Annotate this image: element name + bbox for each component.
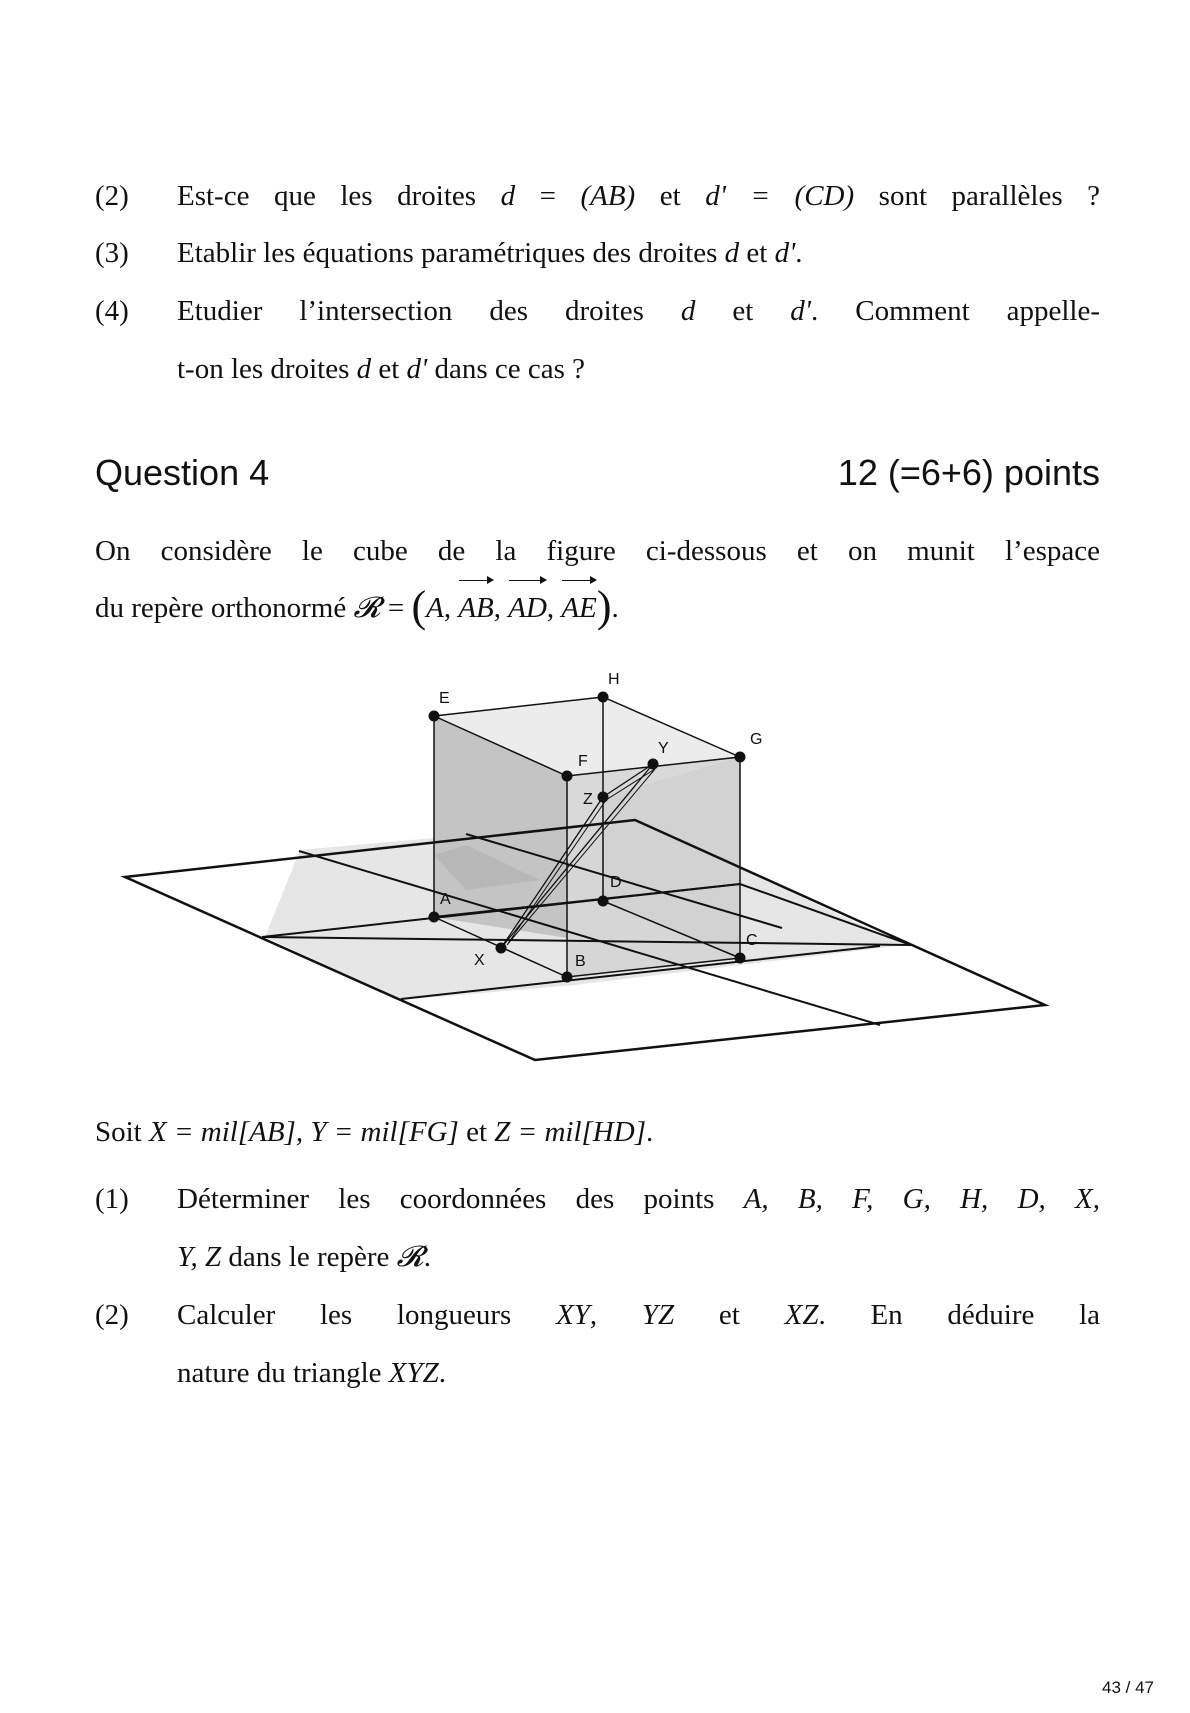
- label-a: A: [440, 891, 451, 908]
- item-number: (1): [95, 1183, 129, 1215]
- item-text: Etudier l’intersection des droites d et d'. Comment appelle- t-on les droites d et d' dans ce cas ?: [177, 295, 1100, 385]
- question-points: 12 (=6+6) points: [837, 452, 1100, 493]
- label-x: X: [474, 952, 485, 969]
- vector-ad: AD: [508, 576, 547, 640]
- definitions-line: Soit X = mil[AB], Y = mil[FG] et Z = mil[HD].: [95, 1116, 654, 1148]
- frame-symbol: 𝓡: [353, 592, 381, 624]
- label-g: G: [750, 731, 763, 748]
- vector-ab: AB: [458, 576, 493, 640]
- vector-ae: AE: [561, 576, 596, 640]
- item-text: Etablir les équations paramétriques des droites d et d'.: [177, 237, 803, 269]
- item-text: Calculer les longueurs XY, YZ et XZ. En déduire la nature du triangle XYZ.: [177, 1299, 1101, 1389]
- item-number: (4): [95, 295, 129, 327]
- item-number: (2): [95, 180, 129, 212]
- item-number: (2): [95, 1299, 129, 1331]
- label-c: C: [746, 932, 758, 949]
- def-z: Z = mil[HD]: [494, 1116, 646, 1148]
- cube-face-right: [567, 757, 740, 977]
- grid-line: [401, 1000, 1045, 1005]
- label-z: Z: [583, 791, 593, 808]
- intro-paragraph: On considère le cube de la figure ci-dessous et on munit l’espace du repère orthonormé 𝓡 = (A, AB, AD, AE).: [95, 527, 1100, 640]
- label-e: E: [439, 690, 450, 707]
- question-title: Question 4: [95, 452, 270, 493]
- def-x: X = mil[AB],: [149, 1116, 304, 1148]
- label-y: Y: [658, 740, 669, 757]
- label-f: F: [578, 753, 588, 770]
- label-d: D: [610, 874, 622, 891]
- item-number: (3): [95, 237, 129, 269]
- item-text: Est-ce que les droites d = (AB) et d' = (CD) sont parallèles ?: [177, 180, 1101, 212]
- item-text: Déterminer les coordonnées des points A, B, F, G, H, D, X, Y, Z dans le repère 𝓡.: [177, 1183, 1100, 1273]
- page-number: 43 / 47: [1102, 1678, 1154, 1697]
- label-b: B: [575, 953, 586, 970]
- def-y: Y = mil[FG]: [310, 1116, 459, 1148]
- label-h: H: [608, 671, 620, 688]
